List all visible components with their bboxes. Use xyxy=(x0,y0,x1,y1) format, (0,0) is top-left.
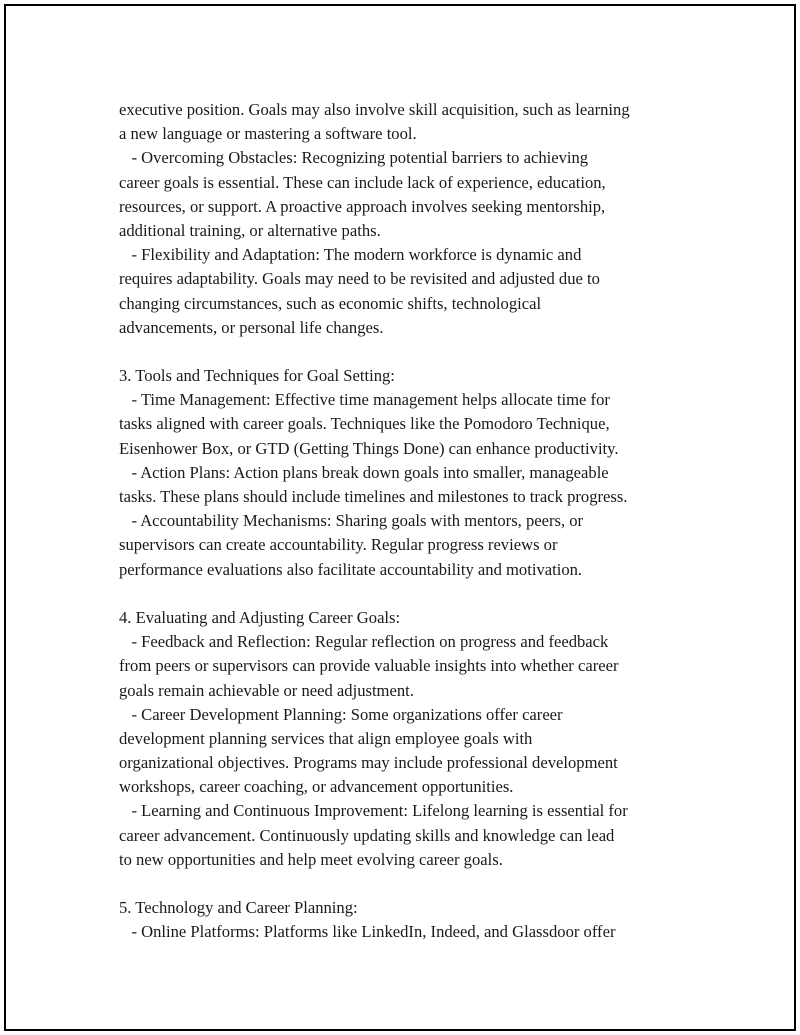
text-line: - Action Plans: Action plans break down goals into smaller, manageable xyxy=(119,462,609,482)
text-line: to new opportunities and help meet evolving career goals. xyxy=(119,849,503,869)
text-line: goals remain achievable or need adjustment. xyxy=(119,680,414,700)
text-line: career advancement. Continuously updating skills and knowledge can lead xyxy=(119,825,615,845)
text-line: 5. Technology and Career Planning: xyxy=(119,898,358,918)
text-line: changing circumstances, such as economic shifts, technological xyxy=(119,293,542,313)
text-line: 3. Tools and Techniques for Goal Setting: xyxy=(119,366,395,386)
text-line: 4. Evaluating and Adjusting Career Goals: xyxy=(119,607,401,627)
document-page xyxy=(4,4,796,1031)
text-line: - Overcoming Obstacles: Recognizing potential barriers to achieving xyxy=(119,148,589,168)
text-line xyxy=(119,872,694,896)
text-line: - Learning and Continuous Improvement: Lifelong learning is essential for xyxy=(119,801,628,821)
text-line: resources, or support. A proactive approach involves seeking mentorship, xyxy=(119,196,606,216)
text-line: - Online Platforms: Platforms like LinkedIn, Indeed, and Glassdoor offer xyxy=(119,922,616,942)
text-line: - Feedback and Reflection: Regular reflection on progress and feedback xyxy=(119,632,609,652)
text-line: - Flexibility and Adaptation: The modern workforce is dynamic and xyxy=(119,245,582,265)
text-line: - Time Management: Effective time management helps allocate time for xyxy=(119,390,610,410)
text-line: supervisors can create accountability. Regular progress reviews or xyxy=(119,535,558,555)
document-body xyxy=(119,98,694,945)
text-line: Eisenhower Box, or GTD (Getting Things Done) can enhance productivity. xyxy=(119,438,619,458)
text-line: requires adaptability. Goals may need to be revisited and adjusted due to xyxy=(119,269,600,289)
text-line: tasks. These plans should include timelines and milestones to track progress. xyxy=(119,487,628,506)
text-line: a new language or mastering a software tool. xyxy=(119,124,417,144)
text-line: performance evaluations also facilitate accountability and motivation. xyxy=(119,559,583,579)
text-line xyxy=(119,340,694,364)
text-line: executive position. Goals may also involve skill acquisition, such as learning xyxy=(119,100,630,119)
text-line: workshops, career coaching, or advancement opportunities. xyxy=(119,777,514,797)
text-line: additional training, or alternative paths. xyxy=(119,220,381,240)
text-line xyxy=(119,582,694,606)
text-line: organizational objectives. Programs may include professional development xyxy=(119,753,618,773)
text-line: from peers or supervisors can provide valuable insights into whether career xyxy=(119,656,619,676)
text-line: development planning services that align employee goals with xyxy=(119,728,533,748)
text-line: - Accountability Mechanisms: Sharing goals with mentors, peers, or xyxy=(119,511,584,531)
text-line: - Career Development Planning: Some organizations offer career xyxy=(119,704,563,724)
text-line: career goals is essential. These can include lack of experience, education, xyxy=(119,172,606,192)
text-line: advancements, or personal life changes. xyxy=(119,317,384,337)
text-line: tasks aligned with career goals. Techniques like the Pomodoro Technique, xyxy=(119,414,610,434)
